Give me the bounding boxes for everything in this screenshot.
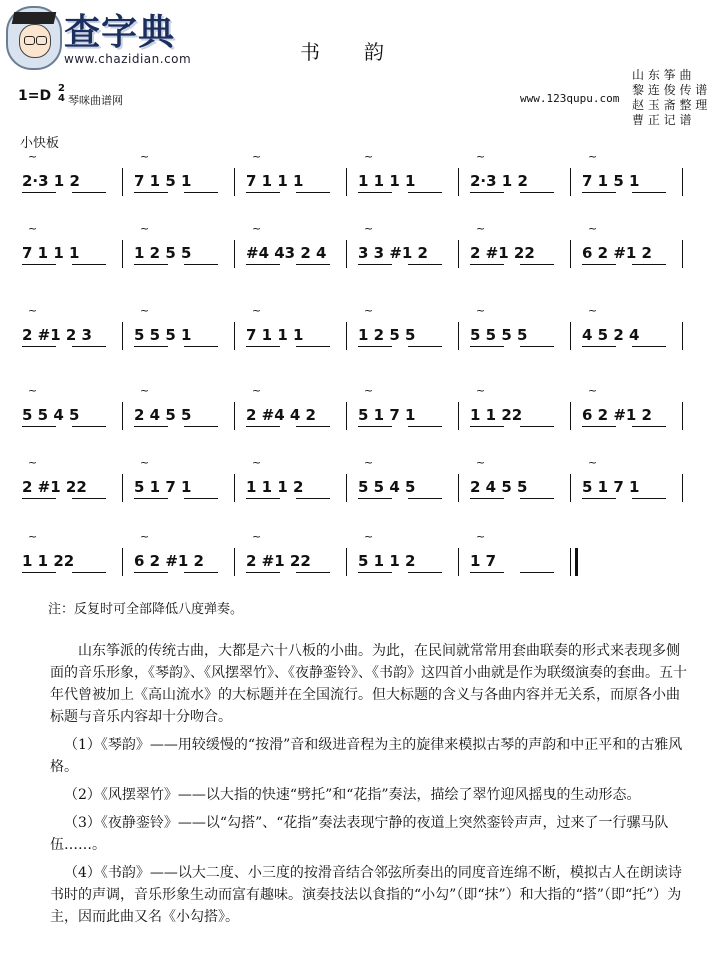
ornament-mark: ~ xyxy=(28,304,38,317)
barline xyxy=(458,322,459,350)
beam-underline xyxy=(22,264,56,265)
measure: 2 4 5 5 xyxy=(470,478,528,496)
beam-underline xyxy=(246,192,280,193)
barline xyxy=(346,548,347,576)
description-paragraph: 山东筝派的传统古曲，大都是六十八板的小曲。为此，在民间就常常用套曲联奏的形式来表现多侧面的音乐形象，《琴韵》、《风摆翠竹》、《夜静銮铃》、《书韵》这四首小曲就是作为联缀演奏的套曲。五十年代曾被加上《高山流水》的大标题并在全国流行。但大标题的含义与各曲内容并无关系，而原各小曲标题与音乐内容却十分吻合。 xyxy=(50,643,687,725)
beam-underline xyxy=(134,498,168,499)
beam-underline xyxy=(470,346,504,347)
measure: 1 1 22 xyxy=(470,406,523,424)
beam-underline xyxy=(632,498,666,499)
score-row xyxy=(18,456,698,516)
ornament-mark: ~ xyxy=(588,384,598,397)
ornament-mark: ~ xyxy=(588,150,598,163)
measure: 2 #1 22 xyxy=(22,478,87,496)
barline xyxy=(346,402,347,430)
measure: 1 1 1 1 xyxy=(358,172,416,190)
measure: 1 2 5 5 xyxy=(134,244,192,262)
measure: 4 5 2 4 xyxy=(582,326,640,344)
beam-underline xyxy=(582,346,616,347)
ornament-mark: ~ xyxy=(364,222,374,235)
measure: 2 #1 22 xyxy=(246,552,311,570)
measure: 7 1 1 1 xyxy=(246,172,304,190)
scholar-avatar-icon xyxy=(6,6,62,70)
score-row xyxy=(18,222,698,282)
time-signature-top: 2 xyxy=(58,83,65,94)
measure: 7 1 1 1 xyxy=(246,326,304,344)
ornament-mark: ~ xyxy=(476,530,486,543)
key-signature: 1=D xyxy=(18,88,52,104)
ornament-mark: ~ xyxy=(476,456,486,469)
beam-underline xyxy=(134,426,168,427)
beam-underline xyxy=(246,426,280,427)
ornament-mark: ~ xyxy=(364,304,374,317)
barline xyxy=(234,240,235,268)
beam-underline xyxy=(72,498,106,499)
measure: 2·3 1 2 xyxy=(22,172,80,190)
beam-underline xyxy=(296,498,330,499)
beam-underline xyxy=(358,498,392,499)
measure: #4 43 2 4 xyxy=(246,244,327,262)
measure: 7 1 5 1 xyxy=(134,172,192,190)
ornament-mark: ~ xyxy=(476,384,486,397)
beam-underline xyxy=(632,346,666,347)
beam-underline xyxy=(184,264,218,265)
barline xyxy=(234,402,235,430)
beam-underline xyxy=(134,346,168,347)
measure: 5 5 4 5 xyxy=(22,406,80,424)
beam-underline xyxy=(72,572,106,573)
measure: 2·3 1 2 xyxy=(470,172,528,190)
time-signature-bottom: 4 xyxy=(58,93,65,104)
barline xyxy=(458,474,459,502)
site-logo xyxy=(2,2,198,72)
barline xyxy=(234,548,235,576)
measure: 7 1 5 1 xyxy=(582,172,640,190)
logo-title: 查字典 xyxy=(64,12,176,53)
beam-underline xyxy=(72,192,106,193)
credits xyxy=(632,68,707,128)
beam-underline xyxy=(296,426,330,427)
beam-underline xyxy=(246,264,280,265)
description xyxy=(50,640,690,934)
description-item: （2）《风摆翠竹》——以大指的快速“劈托”和“花指”奏法，描绘了翠竹迎风摇曳的生动形态。 xyxy=(64,787,641,803)
performance-note: 注：反复时可全部降低八度弹奏。 xyxy=(48,602,244,617)
time-signature xyxy=(58,84,65,104)
ornament-mark: ~ xyxy=(588,456,598,469)
beam-underline xyxy=(246,572,280,573)
measure: 5 1 1 2 xyxy=(358,552,416,570)
credit-line: 山 东 筝 曲 xyxy=(632,68,692,82)
measure: 5 1 7 1 xyxy=(358,406,416,424)
ornament-mark: ~ xyxy=(476,222,486,235)
beam-underline xyxy=(72,426,106,427)
barline xyxy=(682,168,683,196)
barline xyxy=(122,322,123,350)
beam-underline xyxy=(470,426,504,427)
beam-underline xyxy=(358,264,392,265)
ornament-mark: ~ xyxy=(28,150,38,163)
ornament-mark: ~ xyxy=(140,384,150,397)
measure: 7 1 1 1 xyxy=(22,244,80,262)
beam-underline xyxy=(408,346,442,347)
measure: 5 1 7 1 xyxy=(134,478,192,496)
beam-underline xyxy=(184,426,218,427)
barline xyxy=(122,548,123,576)
barline xyxy=(122,240,123,268)
beam-underline xyxy=(582,192,616,193)
ornament-mark: ~ xyxy=(140,150,150,163)
barline xyxy=(458,402,459,430)
measure: 3 3 #1 2 xyxy=(358,244,428,262)
ornament-mark: ~ xyxy=(140,222,150,235)
beam-underline xyxy=(470,264,504,265)
barline xyxy=(682,474,683,502)
measure: 1 1 22 xyxy=(22,552,75,570)
beam-underline xyxy=(408,498,442,499)
score-row xyxy=(18,530,698,590)
barline xyxy=(122,474,123,502)
beam-underline xyxy=(520,264,554,265)
score-row xyxy=(18,304,698,364)
barline xyxy=(346,474,347,502)
barline xyxy=(122,168,123,196)
barline xyxy=(234,168,235,196)
barline xyxy=(122,402,123,430)
beam-underline xyxy=(408,572,442,573)
measure: 5 1 7 1 xyxy=(582,478,640,496)
measure: 6 2 #1 2 xyxy=(134,552,204,570)
measure: 2 #1 2 3 xyxy=(22,326,92,344)
ornament-mark: ~ xyxy=(140,530,150,543)
ornament-mark: ~ xyxy=(252,304,262,317)
beam-underline xyxy=(632,426,666,427)
ornament-mark: ~ xyxy=(476,304,486,317)
beam-underline xyxy=(22,346,56,347)
beam-underline xyxy=(520,192,554,193)
measure: 2 4 5 5 xyxy=(134,406,192,424)
beam-underline xyxy=(22,572,56,573)
watermark-left: 琴咪曲谱网 xyxy=(68,94,123,107)
beam-underline xyxy=(22,426,56,427)
measure: 1 1 1 2 xyxy=(246,478,304,496)
score-row xyxy=(18,384,698,444)
beam-underline xyxy=(632,192,666,193)
description-item: （1）《琴韵》——用较缓慢的“按滑”音和级进音程为主的旋律来模拟古琴的声韵和中正平和的古雅风格。 xyxy=(50,737,683,775)
barline xyxy=(570,240,571,268)
logo-url: www.chazidian.com xyxy=(64,52,192,66)
ornament-mark: ~ xyxy=(28,456,38,469)
ornament-mark: ~ xyxy=(252,222,262,235)
barline xyxy=(570,168,571,196)
beam-underline xyxy=(358,426,392,427)
beam-underline xyxy=(296,572,330,573)
barline xyxy=(346,322,347,350)
ornament-mark: ~ xyxy=(588,222,598,235)
barline xyxy=(458,240,459,268)
ornament-mark: ~ xyxy=(364,384,374,397)
tempo-marking: 小快板 xyxy=(20,136,60,151)
barline xyxy=(682,402,683,430)
beam-underline xyxy=(296,192,330,193)
measure: 5 5 5 5 xyxy=(470,326,528,344)
ornament-mark: ~ xyxy=(476,150,486,163)
barline xyxy=(458,548,459,576)
beam-underline xyxy=(358,572,392,573)
final-barline xyxy=(570,548,578,576)
barline xyxy=(346,168,347,196)
measure: 2 #1 22 xyxy=(470,244,535,262)
beam-underline xyxy=(408,426,442,427)
ornament-mark: ~ xyxy=(252,150,262,163)
ornament-mark: ~ xyxy=(364,530,374,543)
credit-line: 黎 连 俊 传 谱 xyxy=(632,83,708,97)
beam-underline xyxy=(470,498,504,499)
ornament-mark: ~ xyxy=(140,304,150,317)
ornament-mark: ~ xyxy=(140,456,150,469)
beam-underline xyxy=(184,572,218,573)
barline xyxy=(346,240,347,268)
beam-underline xyxy=(582,426,616,427)
description-item: （4）《书韵》——以大二度、小三度的按滑音结合邻弦所奏出的同度音连绵不断，模拟古人在朗读诗书时的声调，音乐形象生动而富有趣味。演奏技法以食指的“小勾”（即“抹”）和大指的“搭”（即“托”）为主，因而此曲又名《小勾搭》。 xyxy=(50,865,682,925)
ornament-mark: ~ xyxy=(252,530,262,543)
barline xyxy=(570,402,571,430)
beam-underline xyxy=(520,498,554,499)
beam-underline xyxy=(296,264,330,265)
beam-underline xyxy=(520,426,554,427)
measure: 2 #4 4 2 xyxy=(246,406,316,424)
beam-underline xyxy=(184,498,218,499)
barline xyxy=(570,474,571,502)
beam-underline xyxy=(520,346,554,347)
beam-underline xyxy=(470,192,504,193)
beam-underline xyxy=(358,346,392,347)
barline xyxy=(458,168,459,196)
beam-underline xyxy=(184,192,218,193)
beam-underline xyxy=(582,498,616,499)
ornament-mark: ~ xyxy=(364,456,374,469)
barline xyxy=(682,322,683,350)
ornament-mark: ~ xyxy=(252,456,262,469)
ornament-mark: ~ xyxy=(28,222,38,235)
measure: 5 5 5 1 xyxy=(134,326,192,344)
barline xyxy=(234,322,235,350)
beam-underline xyxy=(632,264,666,265)
beam-underline xyxy=(246,498,280,499)
page-title: 书韵 xyxy=(300,40,428,64)
watermark-right: www.123qupu.com xyxy=(520,92,620,105)
ornament-mark: ~ xyxy=(28,384,38,397)
beam-underline xyxy=(408,192,442,193)
beam-underline xyxy=(408,264,442,265)
beam-underline xyxy=(22,498,56,499)
measure: 6 2 #1 2 xyxy=(582,244,652,262)
beam-underline xyxy=(134,264,168,265)
measure: 5 5 4 5 xyxy=(358,478,416,496)
beam-underline xyxy=(296,346,330,347)
beam-underline xyxy=(134,192,168,193)
beam-underline xyxy=(72,346,106,347)
barline xyxy=(682,240,683,268)
beam-underline xyxy=(358,192,392,193)
credit-line: 赵 玉 斋 整 理 xyxy=(632,98,708,112)
ornament-mark: ~ xyxy=(588,304,598,317)
score-row xyxy=(18,150,698,210)
beam-underline xyxy=(470,572,504,573)
measure: 1 7 xyxy=(470,552,497,570)
ornament-mark: ~ xyxy=(28,530,38,543)
beam-underline xyxy=(246,346,280,347)
ornament-mark: ~ xyxy=(252,384,262,397)
beam-underline xyxy=(520,572,554,573)
credit-line: 曹 正 记 谱 xyxy=(632,113,692,127)
beam-underline xyxy=(134,572,168,573)
beam-underline xyxy=(184,346,218,347)
beam-underline xyxy=(22,192,56,193)
barline xyxy=(234,474,235,502)
description-item: （3）《夜静銮铃》——以“勾搭”、“花指”奏法表现宁静的夜道上突然銮铃声声，过来了一行骡马队伍……。 xyxy=(50,815,669,853)
beam-underline xyxy=(582,264,616,265)
ornament-mark: ~ xyxy=(364,150,374,163)
barline xyxy=(570,322,571,350)
beam-underline xyxy=(72,264,106,265)
measure: 1 2 5 5 xyxy=(358,326,416,344)
measure: 6 2 #1 2 xyxy=(582,406,652,424)
